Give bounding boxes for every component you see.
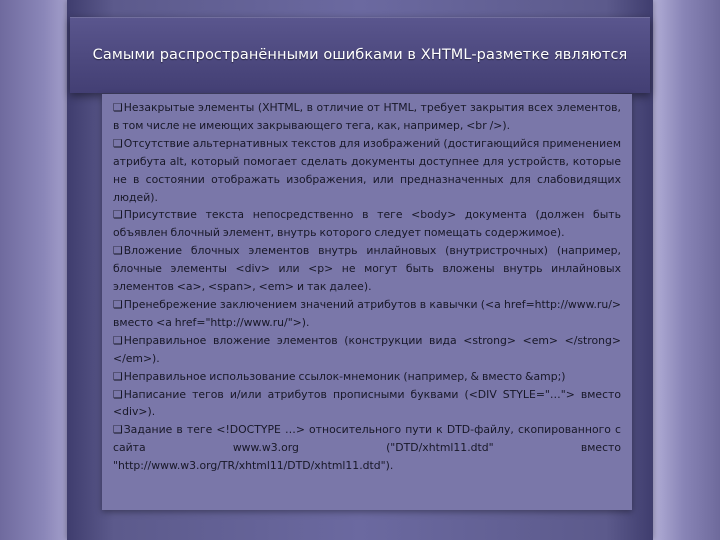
- error-list: [102, 94, 632, 475]
- list-item-text: Неправильное использование ссылок-мнемоник (например, & вместо &amp;): [123, 369, 566, 383]
- title-box: [70, 17, 650, 93]
- list-item-text: Отсутствие альтернативных текстов для изображений (достигающийся применением атрибута alt, который помогает сделать документы доступнее для устройств, которые не в состоянии отображать изображения, или предназначенных для слабовидящих людей).: [113, 136, 621, 204]
- checkbox-bullet-icon: ❑: [113, 101, 123, 114]
- list-item: [113, 206, 621, 242]
- checkbox-bullet-icon: ❑: [113, 136, 123, 150]
- list-item: [113, 332, 621, 368]
- list-item: [113, 296, 621, 332]
- checkbox-bullet-icon: ❑: [113, 387, 123, 401]
- list-item-text: Неправильное вложение элементов (конструкции вида <strong> <em> </strong> </em>).: [113, 333, 621, 365]
- list-item-text: Написание тегов и/или атрибутов прописными буквами (<DIV STYLE="…"> вместо <div>).: [113, 387, 621, 419]
- list-item: [113, 242, 621, 296]
- list-item-text: Задание в теге <!DOCTYPE …> относительного пути к DTD-файлу, скопированного с сайта www.w3.org ("DTD/xhtml11.dtd" вместо "http://www.w3.org/TR/xhtml11/DTD/xhtml11.dtd").: [113, 423, 621, 473]
- checkbox-bullet-icon: ❑: [113, 423, 123, 437]
- list-item: [113, 99, 621, 135]
- list-item: [113, 421, 621, 475]
- slide-title: Самыми распространёнными ошибками в XHTML-разметке являются: [92, 47, 628, 63]
- list-item: [113, 368, 621, 386]
- list-item-text: Присутствие текста непосредственно в теге <body> документа (должен быть объявлен блочный элемент, внутрь которого следует помещать содержимое).: [113, 208, 621, 240]
- checkbox-bullet-icon: ❑: [113, 369, 123, 383]
- list-item: [113, 386, 621, 422]
- checkbox-bullet-icon: ❑: [113, 297, 123, 311]
- checkbox-bullet-icon: ❑: [113, 244, 123, 258]
- list-item-text: Незакрытые элементы (XHTML, в отличие от HTML, требует закрытия всех элементов, в том числе не имеющих закрывающего тега, как, например, <br />).: [113, 101, 621, 132]
- checkbox-bullet-icon: ❑: [113, 208, 123, 222]
- list-item-text: Вложение блочных элементов внутрь инлайновых (внутристрочных) (например, блочные элементы <div> или <p> не могут быть вложены внутрь инлайновых элементов <a>, <span>, <em> и так далее).: [113, 244, 621, 294]
- checkbox-bullet-icon: ❑: [113, 333, 123, 347]
- list-item: [113, 135, 621, 207]
- list-item-text: Пренебрежение заключением значений атрибутов в кавычки (<a href=http://www.ru/> вместо <a href="http://www.ru/">).: [113, 297, 621, 329]
- content-box: [102, 94, 632, 510]
